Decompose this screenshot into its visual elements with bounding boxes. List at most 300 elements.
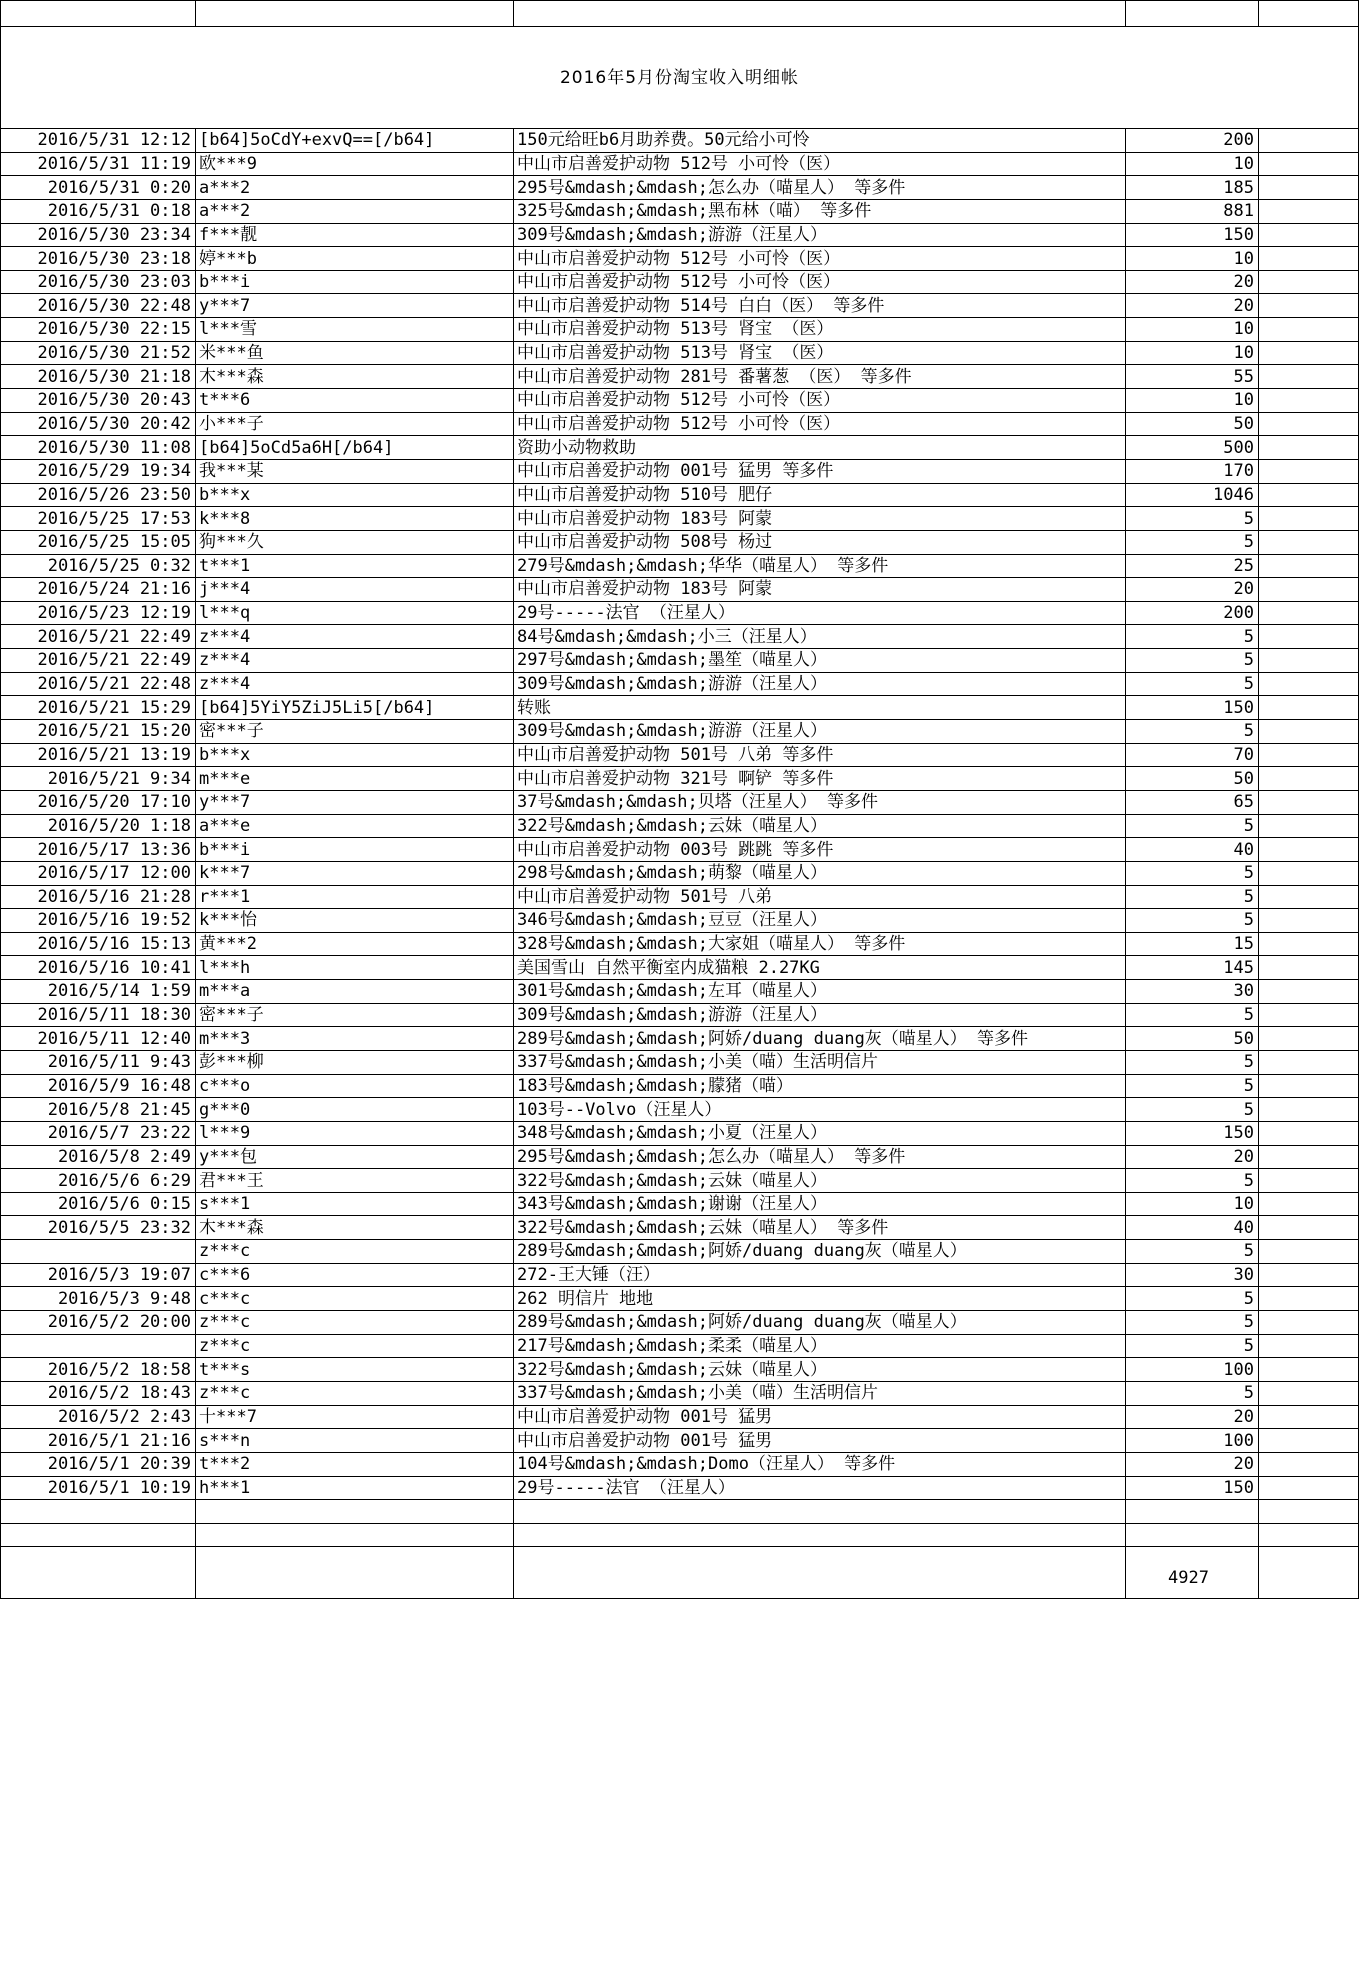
description-cell: 346号&mdash;&mdash;豆豆（汪星人） (514, 909, 1126, 933)
empty-cell (1259, 1169, 1359, 1193)
table-row (1, 1263, 1359, 1287)
empty-cell (1259, 365, 1359, 389)
buyer-cell: r***1 (196, 885, 514, 909)
amount-cell: 10 (1126, 247, 1259, 271)
amount-cell: 10 (1126, 152, 1259, 176)
amount-cell: 5 (1126, 530, 1259, 554)
date-cell: 2016/5/30 23:34 (1, 223, 196, 247)
empty-row (1, 1523, 1359, 1547)
buyer-cell: 密***子 (196, 1003, 514, 1027)
buyer-cell: t***2 (196, 1452, 514, 1476)
buyer-cell: b***x (196, 483, 514, 507)
table-row (1, 1452, 1359, 1476)
empty-cell (1259, 720, 1359, 744)
empty-cell (1126, 1523, 1259, 1547)
table-row (1, 649, 1359, 673)
date-cell: 2016/5/16 15:13 (1, 932, 196, 956)
empty-cell (1259, 530, 1359, 554)
empty-cell (1259, 1263, 1359, 1287)
buyer-cell: t***s (196, 1358, 514, 1382)
description-cell: 中山市启善爱护动物 501号 八弟 等多件 (514, 743, 1126, 767)
date-cell: 2016/5/25 0:32 (1, 554, 196, 578)
buyer-cell: k***怡 (196, 909, 514, 933)
table-row (1, 1169, 1359, 1193)
table-row (1, 1240, 1359, 1264)
amount-cell: 20 (1126, 578, 1259, 602)
description-cell: 328号&mdash;&mdash;大家姐（喵星人） 等多件 (514, 932, 1126, 956)
date-cell: 2016/5/11 18:30 (1, 1003, 196, 1027)
empty-cell (1259, 814, 1359, 838)
empty-cell (1259, 956, 1359, 980)
buyer-cell: 君***王 (196, 1169, 514, 1193)
amount-cell: 881 (1126, 199, 1259, 223)
table-row (1, 365, 1359, 389)
empty-row (1, 1500, 1359, 1524)
table-row (1, 1476, 1359, 1500)
empty-cell (1259, 1311, 1359, 1335)
date-cell: 2016/5/8 2:49 (1, 1145, 196, 1169)
empty-cell (196, 1547, 514, 1599)
buyer-cell: c***6 (196, 1263, 514, 1287)
table-row (1, 176, 1359, 200)
date-cell: 2016/5/31 0:20 (1, 176, 196, 200)
page-title: 2016年5月份淘宝收入明细帐 (1, 27, 1359, 129)
amount-cell: 40 (1126, 1216, 1259, 1240)
amount-cell: 20 (1126, 1405, 1259, 1429)
empty-cell (514, 1500, 1126, 1524)
empty-cell (1259, 1429, 1359, 1453)
buyer-cell: s***1 (196, 1192, 514, 1216)
empty-cell (1259, 1452, 1359, 1476)
description-cell: 279号&mdash;&mdash;华华（喵星人） 等多件 (514, 554, 1126, 578)
date-cell: 2016/5/30 11:08 (1, 436, 196, 460)
amount-cell: 5 (1126, 720, 1259, 744)
date-cell: 2016/5/21 22:49 (1, 649, 196, 673)
empty-cell (1259, 1192, 1359, 1216)
buyer-cell: b***i (196, 270, 514, 294)
amount-cell: 150 (1126, 1121, 1259, 1145)
amount-cell: 5 (1126, 885, 1259, 909)
empty-cell (1259, 1003, 1359, 1027)
table-row (1, 223, 1359, 247)
description-cell: 295号&mdash;&mdash;怎么办（喵星人） 等多件 (514, 176, 1126, 200)
date-cell: 2016/5/30 23:03 (1, 270, 196, 294)
amount-cell: 70 (1126, 743, 1259, 767)
empty-cell (514, 1547, 1126, 1599)
date-cell: 2016/5/17 13:36 (1, 838, 196, 862)
date-cell: 2016/5/29 19:34 (1, 459, 196, 483)
table-row (1, 530, 1359, 554)
table-row (1, 885, 1359, 909)
buyer-cell: 木***森 (196, 1216, 514, 1240)
table-row (1, 483, 1359, 507)
description-cell: 322号&mdash;&mdash;云妹（喵星人） (514, 1358, 1126, 1382)
amount-cell: 20 (1126, 1452, 1259, 1476)
date-cell: 2016/5/1 21:16 (1, 1429, 196, 1453)
empty-cell (1259, 412, 1359, 436)
date-cell: 2016/5/21 22:49 (1, 625, 196, 649)
description-cell: 中山市启善爱护动物 508号 杨过 (514, 530, 1126, 554)
date-cell: 2016/5/30 21:18 (1, 365, 196, 389)
description-cell: 343号&mdash;&mdash;谢谢（汪星人） (514, 1192, 1126, 1216)
amount-cell: 20 (1126, 270, 1259, 294)
description-cell: 中山市启善爱护动物 512号 小可怜（医） (514, 412, 1126, 436)
empty-cell (1259, 129, 1359, 153)
empty-cell (1259, 1381, 1359, 1405)
description-cell: 中山市启善爱护动物 281号 番薯葱 （医） 等多件 (514, 365, 1126, 389)
date-cell: 2016/5/26 23:50 (1, 483, 196, 507)
buyer-cell: y***包 (196, 1145, 514, 1169)
buyer-cell: a***2 (196, 176, 514, 200)
description-cell: 289号&mdash;&mdash;阿娇/duang duang灰（喵星人） 等多件 (514, 1027, 1126, 1051)
amount-cell: 20 (1126, 1145, 1259, 1169)
empty-cell (1, 1547, 196, 1599)
buyer-cell: y***7 (196, 294, 514, 318)
buyer-cell: 小***子 (196, 412, 514, 436)
description-cell: 中山市启善爱护动物 501号 八弟 (514, 885, 1126, 909)
table-row (1, 909, 1359, 933)
table-row (1, 1358, 1359, 1382)
amount-cell: 5 (1126, 1381, 1259, 1405)
buyer-cell: t***1 (196, 554, 514, 578)
description-cell: 37号&mdash;&mdash;贝塔（汪星人） 等多件 (514, 790, 1126, 814)
empty-cell (1259, 649, 1359, 673)
date-cell: 2016/5/30 22:48 (1, 294, 196, 318)
buyer-cell: 婷***b (196, 247, 514, 271)
table-row (1, 1405, 1359, 1429)
description-cell: 中山市启善爱护动物 512号 小可怜（医） (514, 247, 1126, 271)
empty-cell (1259, 578, 1359, 602)
empty-cell (1, 1500, 196, 1524)
amount-cell: 10 (1126, 389, 1259, 413)
date-cell (1, 1334, 196, 1358)
amount-cell: 50 (1126, 1027, 1259, 1051)
buyer-cell: j***4 (196, 578, 514, 602)
table-row (1, 838, 1359, 862)
table-row (1, 696, 1359, 720)
empty-cell (1259, 1145, 1359, 1169)
empty-cell (1259, 176, 1359, 200)
empty-cell (1259, 1050, 1359, 1074)
header-spacer-row (1, 1, 1359, 27)
date-cell: 2016/5/17 12:00 (1, 861, 196, 885)
description-cell: 中山市启善爱护动物 183号 阿蒙 (514, 578, 1126, 602)
description-cell: 中山市启善爱护动物 512号 小可怜（医） (514, 152, 1126, 176)
table-row (1, 720, 1359, 744)
amount-cell: 50 (1126, 767, 1259, 791)
date-cell: 2016/5/9 16:48 (1, 1074, 196, 1098)
empty-cell (1259, 932, 1359, 956)
date-cell: 2016/5/2 20:00 (1, 1311, 196, 1335)
amount-cell: 5 (1126, 1074, 1259, 1098)
amount-cell: 5 (1126, 1334, 1259, 1358)
date-cell: 2016/5/11 12:40 (1, 1027, 196, 1051)
buyer-cell: 狗***久 (196, 530, 514, 554)
empty-cell (1259, 909, 1359, 933)
empty-cell (1259, 318, 1359, 342)
table-row (1, 341, 1359, 365)
buyer-cell: c***o (196, 1074, 514, 1098)
date-cell: 2016/5/2 18:58 (1, 1358, 196, 1382)
table-row (1, 436, 1359, 460)
amount-cell: 15 (1126, 932, 1259, 956)
amount-cell: 5 (1126, 1098, 1259, 1122)
empty-cell (1259, 1358, 1359, 1382)
amount-cell: 100 (1126, 1358, 1259, 1382)
buyer-cell: 彭***柳 (196, 1050, 514, 1074)
table-row (1, 814, 1359, 838)
empty-cell (1259, 1523, 1359, 1547)
amount-cell: 5 (1126, 861, 1259, 885)
empty-cell (1259, 459, 1359, 483)
empty-cell (1259, 483, 1359, 507)
description-cell: 中山市启善爱护动物 510号 肥仔 (514, 483, 1126, 507)
buyer-cell: k***8 (196, 507, 514, 531)
description-cell: 中山市启善爱护动物 001号 猛男 等多件 (514, 459, 1126, 483)
date-cell: 2016/5/16 19:52 (1, 909, 196, 933)
amount-cell: 185 (1126, 176, 1259, 200)
buyer-cell: l***q (196, 601, 514, 625)
buyer-cell: z***c (196, 1240, 514, 1264)
date-cell: 2016/5/2 2:43 (1, 1405, 196, 1429)
table-row (1, 1429, 1359, 1453)
amount-cell: 150 (1126, 223, 1259, 247)
table-row (1, 861, 1359, 885)
date-cell: 2016/5/16 21:28 (1, 885, 196, 909)
date-cell: 2016/5/6 6:29 (1, 1169, 196, 1193)
buyer-cell: l***h (196, 956, 514, 980)
amount-cell: 200 (1126, 129, 1259, 153)
table-row (1, 956, 1359, 980)
date-cell: 2016/5/24 21:16 (1, 578, 196, 602)
amount-cell: 200 (1126, 601, 1259, 625)
date-cell: 2016/5/1 10:19 (1, 1476, 196, 1500)
empty-cell (1259, 767, 1359, 791)
buyer-cell: z***4 (196, 649, 514, 673)
amount-cell: 5 (1126, 649, 1259, 673)
buyer-cell: m***3 (196, 1027, 514, 1051)
amount-cell: 25 (1126, 554, 1259, 578)
description-cell: 84号&mdash;&mdash;小三（汪星人） (514, 625, 1126, 649)
buyer-cell: [b64]5oCd5a6H[/b64] (196, 436, 514, 460)
amount-cell: 40 (1126, 838, 1259, 862)
description-cell: 295号&mdash;&mdash;怎么办（喵星人） 等多件 (514, 1145, 1126, 1169)
amount-cell: 5 (1126, 1050, 1259, 1074)
table-row (1, 790, 1359, 814)
empty-cell (1259, 554, 1359, 578)
date-cell: 2016/5/21 15:20 (1, 720, 196, 744)
table-row (1, 1192, 1359, 1216)
table-row (1, 1334, 1359, 1358)
amount-cell: 5 (1126, 1240, 1259, 1264)
total-row (1, 1547, 1359, 1599)
description-cell: 美国雪山 自然平衡室内成猫粮 2.27KG (514, 956, 1126, 980)
table-row (1, 1287, 1359, 1311)
empty-cell (1259, 1287, 1359, 1311)
description-cell: 337号&mdash;&mdash;小美（喵）生活明信片 (514, 1381, 1126, 1405)
buyer-cell: g***0 (196, 1098, 514, 1122)
empty-cell (1259, 270, 1359, 294)
buyer-cell: k***7 (196, 861, 514, 885)
buyer-cell: y***7 (196, 790, 514, 814)
empty-cell (1259, 790, 1359, 814)
table-row (1, 1003, 1359, 1027)
amount-cell: 65 (1126, 790, 1259, 814)
description-cell: 272-王大锤（汪） (514, 1263, 1126, 1287)
date-cell: 2016/5/7 23:22 (1, 1121, 196, 1145)
date-cell: 2016/5/20 1:18 (1, 814, 196, 838)
table-row (1, 270, 1359, 294)
table-row (1, 294, 1359, 318)
empty-cell (1259, 861, 1359, 885)
empty-cell (1259, 341, 1359, 365)
description-cell: 262 明信片 地地 (514, 1287, 1126, 1311)
description-cell: 297号&mdash;&mdash;墨笙（喵星人） (514, 649, 1126, 673)
empty-cell (196, 1523, 514, 1547)
empty-cell (1126, 1500, 1259, 1524)
description-cell: 217号&mdash;&mdash;柔柔（喵星人） (514, 1334, 1126, 1358)
buyer-cell: 米***鱼 (196, 341, 514, 365)
table-row (1, 152, 1359, 176)
table-row (1, 1311, 1359, 1335)
date-cell: 2016/5/2 18:43 (1, 1381, 196, 1405)
description-cell: 337号&mdash;&mdash;小美（喵）生活明信片 (514, 1050, 1126, 1074)
table-row (1, 389, 1359, 413)
empty-cell (1259, 389, 1359, 413)
buyer-cell: 十***7 (196, 1405, 514, 1429)
empty-cell (1259, 1121, 1359, 1145)
date-cell: 2016/5/30 21:52 (1, 341, 196, 365)
description-cell: 289号&mdash;&mdash;阿娇/duang duang灰（喵星人） (514, 1240, 1126, 1264)
description-cell: 资助小动物救助 (514, 436, 1126, 460)
empty-cell (196, 1500, 514, 1524)
buyer-cell: 密***子 (196, 720, 514, 744)
date-cell: 2016/5/3 9:48 (1, 1287, 196, 1311)
empty-cell (514, 1523, 1126, 1547)
date-cell: 2016/5/31 12:12 (1, 129, 196, 153)
buyer-cell: b***i (196, 838, 514, 862)
buyer-cell: a***2 (196, 199, 514, 223)
amount-cell: 150 (1126, 696, 1259, 720)
table-row (1, 1216, 1359, 1240)
date-cell: 2016/5/30 22:15 (1, 318, 196, 342)
buyer-cell: [b64]5YiY5ZiJ5Li5[/b64] (196, 696, 514, 720)
empty-cell (1259, 696, 1359, 720)
table-row (1, 625, 1359, 649)
description-cell: 289号&mdash;&mdash;阿娇/duang duang灰（喵星人） (514, 1311, 1126, 1335)
buyer-cell: h***1 (196, 1476, 514, 1500)
date-cell: 2016/5/25 17:53 (1, 507, 196, 531)
date-cell: 2016/5/30 20:43 (1, 389, 196, 413)
table-row (1, 412, 1359, 436)
buyer-cell: f***靓 (196, 223, 514, 247)
description-cell: 301号&mdash;&mdash;左耳（喵星人） (514, 980, 1126, 1004)
amount-cell: 170 (1126, 459, 1259, 483)
table-row (1, 932, 1359, 956)
table-row (1, 1027, 1359, 1051)
table-row (1, 1098, 1359, 1122)
description-cell: 322号&mdash;&mdash;云妹（喵星人） (514, 814, 1126, 838)
buyer-cell: 欧***9 (196, 152, 514, 176)
buyer-cell: z***c (196, 1334, 514, 1358)
empty-cell (1259, 1405, 1359, 1429)
table-row (1, 743, 1359, 767)
description-cell: 29号-----法官 （汪星人） (514, 1476, 1126, 1500)
buyer-cell: b***x (196, 743, 514, 767)
description-cell: 150元给旺b6月助养费。50元给小可怜 (514, 129, 1126, 153)
description-cell: 29号-----法官 （汪星人） (514, 601, 1126, 625)
empty-cell (1259, 1500, 1359, 1524)
amount-cell: 5 (1126, 507, 1259, 531)
buyer-cell: z***4 (196, 625, 514, 649)
amount-cell: 10 (1126, 318, 1259, 342)
empty-cell (1259, 672, 1359, 696)
description-cell: 104号&mdash;&mdash;Domo（汪星人） 等多件 (514, 1452, 1126, 1476)
buyer-cell: a***e (196, 814, 514, 838)
table-row (1, 601, 1359, 625)
empty-cell (1259, 436, 1359, 460)
empty-cell (1259, 1098, 1359, 1122)
table-row (1, 507, 1359, 531)
amount-cell: 30 (1126, 1263, 1259, 1287)
table-row (1, 1074, 1359, 1098)
date-cell: 2016/5/21 9:34 (1, 767, 196, 791)
date-cell: 2016/5/16 10:41 (1, 956, 196, 980)
buyer-cell: 我***某 (196, 459, 514, 483)
description-cell: 348号&mdash;&mdash;小夏（汪星人） (514, 1121, 1126, 1145)
date-cell: 2016/5/20 17:10 (1, 790, 196, 814)
amount-cell: 100 (1126, 1429, 1259, 1453)
table-row (1, 554, 1359, 578)
description-cell: 183号&mdash;&mdash;朦猪（喵） (514, 1074, 1126, 1098)
date-cell: 2016/5/21 22:48 (1, 672, 196, 696)
table-row (1, 247, 1359, 271)
description-cell: 中山市启善爱护动物 514号 白白（医） 等多件 (514, 294, 1126, 318)
empty-cell (1259, 507, 1359, 531)
amount-cell: 5 (1126, 909, 1259, 933)
table-row (1, 578, 1359, 602)
empty-cell (1259, 980, 1359, 1004)
description-cell: 309号&mdash;&mdash;游游（汪星人） (514, 720, 1126, 744)
date-cell: 2016/5/1 20:39 (1, 1452, 196, 1476)
table-row (1, 1121, 1359, 1145)
date-cell: 2016/5/6 0:15 (1, 1192, 196, 1216)
buyer-cell: 黄***2 (196, 932, 514, 956)
description-cell: 转账 (514, 696, 1126, 720)
table-row (1, 672, 1359, 696)
empty-cell (1259, 1476, 1359, 1500)
table-row (1, 1050, 1359, 1074)
buyer-cell: z***4 (196, 672, 514, 696)
amount-cell: 10 (1126, 341, 1259, 365)
description-cell: 309号&mdash;&mdash;游游（汪星人） (514, 1003, 1126, 1027)
buyer-cell: 木***森 (196, 365, 514, 389)
empty-cell (1259, 247, 1359, 271)
buyer-cell: l***雪 (196, 318, 514, 342)
date-cell: 2016/5/25 15:05 (1, 530, 196, 554)
amount-cell: 5 (1126, 814, 1259, 838)
empty-cell (1259, 1240, 1359, 1264)
buyer-cell: z***c (196, 1311, 514, 1335)
buyer-cell: m***e (196, 767, 514, 791)
date-cell: 2016/5/30 23:18 (1, 247, 196, 271)
empty-cell (1259, 1027, 1359, 1051)
table-row (1, 980, 1359, 1004)
buyer-cell: m***a (196, 980, 514, 1004)
date-cell: 2016/5/21 15:29 (1, 696, 196, 720)
title-row (1, 27, 1359, 129)
amount-cell: 5 (1126, 625, 1259, 649)
